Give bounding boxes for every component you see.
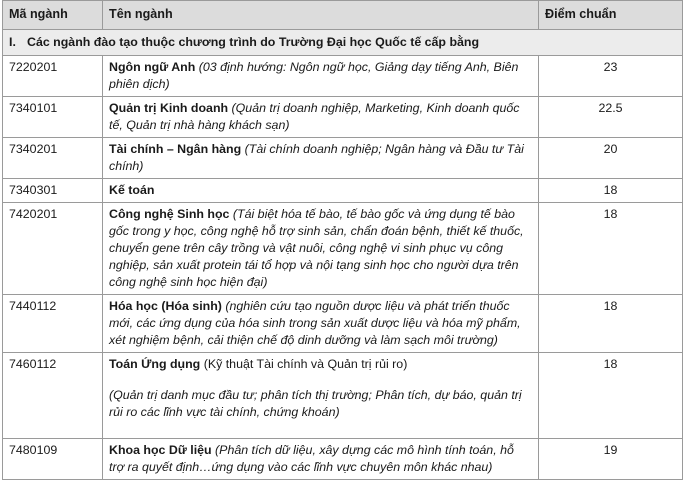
major-name-cell bbox=[103, 97, 539, 138]
major-code: 7440112 bbox=[3, 295, 103, 353]
major-name: Công nghệ Sinh học bbox=[109, 207, 230, 221]
major-score: 18 bbox=[539, 203, 683, 295]
section-row bbox=[3, 30, 683, 56]
major-score: 23 bbox=[539, 56, 683, 97]
table-row bbox=[3, 56, 683, 97]
major-score: 20 bbox=[539, 138, 683, 179]
major-score: 18 bbox=[539, 353, 683, 439]
major-description: (Quản trị doanh nghiệp, Marketing, Kinh doanh quốc tế, Quản trị nhà hàng khách sạn) bbox=[109, 101, 520, 132]
major-code: 7220201 bbox=[3, 56, 103, 97]
major-description: (Tài chính doanh nghiệp; Ngân hàng và Đầu tư Tài chính) bbox=[109, 142, 524, 173]
major-code: 7340101 bbox=[3, 97, 103, 138]
major-score: 19 bbox=[539, 439, 683, 480]
major-name-cell bbox=[103, 56, 539, 97]
major-subtitle: (Kỹ thuật Tài chính và Quản trị rủi ro) bbox=[200, 357, 408, 371]
major-score: 18 bbox=[539, 179, 683, 203]
table-row bbox=[3, 295, 683, 353]
major-name: Kế toán bbox=[109, 183, 155, 197]
header-code: Mã ngành bbox=[3, 1, 103, 30]
table-header-row bbox=[3, 1, 683, 30]
major-score: 18 bbox=[539, 295, 683, 353]
table-row bbox=[3, 353, 683, 439]
major-score: 22.5 bbox=[539, 97, 683, 138]
major-code: 7460112 bbox=[3, 353, 103, 439]
spacer bbox=[109, 421, 532, 435]
section-title: Các ngành đào tạo thuộc chương trình do Trường Đại học Quốc tế cấp bằng bbox=[27, 35, 480, 49]
major-name-cell bbox=[103, 138, 539, 179]
major-description: (Quản trị danh mục đầu tư; phân tích thị trường; Phân tích, dự báo, quản trị rủi ro các lĩnh vực tài chính, chứng khoán) bbox=[109, 388, 522, 419]
major-name-cell bbox=[103, 179, 539, 203]
major-description: (Tái biệt hóa tế bào, tế bào gốc và ứng dụng tế bào gốc trong y học, công nghệ hỗ trợ sinh sản, chẩn đoán bệnh, thiết kế thuốc, chuyển gene trên cây trồng và vật nuôi, công nghệ vi sinh phục vụ công nghiệp, sản xuất protein tái tổ hợp và nội tạng sinh học cho người dựa trên công nghệ sinh học hiện đại) bbox=[109, 207, 524, 289]
major-code: 7340301 bbox=[3, 179, 103, 203]
section-cell bbox=[3, 30, 683, 56]
major-code: 7480109 bbox=[3, 439, 103, 480]
header-score: Điểm chuẩn bbox=[539, 1, 683, 30]
major-code: 7340201 bbox=[3, 138, 103, 179]
spacer bbox=[109, 373, 532, 387]
major-description: (nghiên cứu tạo nguồn dược liệu và phát triển thuốc mới, các ứng dụng của hóa sinh trong sản xuất dược liệu và hóa mỹ phẩm, xét nghiệm bệnh, cải thiện chế độ dinh dưỡng và làm sạch môi trường) bbox=[109, 299, 521, 347]
major-description: (03 định hướng: Ngôn ngữ học, Giảng dạy tiếng Anh, Biên phiên dịch) bbox=[109, 60, 519, 91]
major-description: (Phân tích dữ liệu, xây dựng các mô hình tính toán, hỗ trợ ra quyết định…ứng dụng vào các lĩnh vực chuyên môn khác nhau) bbox=[109, 443, 514, 474]
table-row bbox=[3, 179, 683, 203]
table-row bbox=[3, 97, 683, 138]
table-row bbox=[3, 439, 683, 480]
major-name-cell bbox=[103, 203, 539, 295]
major-name-cell bbox=[103, 295, 539, 353]
major-name: Khoa học Dữ liệu bbox=[109, 443, 212, 457]
admission-score-table bbox=[2, 0, 683, 480]
major-name-cell bbox=[103, 353, 539, 439]
major-name: Quản trị Kinh doanh bbox=[109, 101, 229, 115]
section-number: I. bbox=[9, 35, 16, 49]
table-row bbox=[3, 203, 683, 295]
table-row bbox=[3, 138, 683, 179]
major-name: Tài chính – Ngân hàng bbox=[109, 142, 242, 156]
major-name: Ngôn ngữ Anh bbox=[109, 60, 196, 74]
major-name: Hóa học (Hóa sinh) bbox=[109, 299, 222, 313]
major-code: 7420201 bbox=[3, 203, 103, 295]
header-name: Tên ngành bbox=[103, 1, 539, 30]
major-name-cell bbox=[103, 439, 539, 480]
major-name: Toán Ứng dụng bbox=[109, 357, 201, 371]
